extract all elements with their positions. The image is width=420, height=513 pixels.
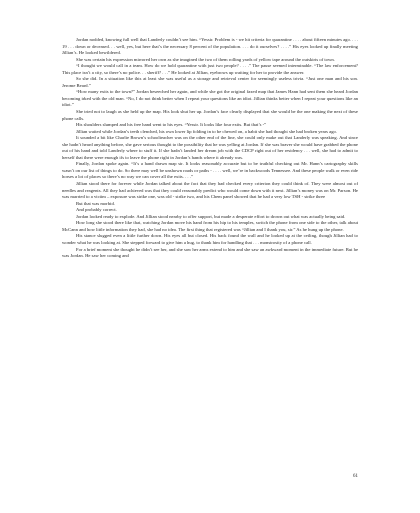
paragraph: For a brief moment she thought he didn’t see her, and she saw her arms extend to him and she saw an awkward moment in the immediate future. But he was Jordan. He saw her coming and (62, 246, 358, 259)
paragraph: His shoulders slumped and his free hand went to his eyes. “Yessir. It looks like four exits. But that’s -” (76, 122, 267, 128)
paragraph: “How many exits to the town?” Jordan beseeched her again, and while she got the original faxed map that James Hann had sent them she heard Jordan becoming irked with the old man. “No, I do not think better when I repeat your questions like an idiot. Jillian thinks better when I repeat your questions like an idiot.” (62, 89, 358, 108)
paragraph: Jillian waited while Jordan’s teeth clenched, his own lower lip folding in to be chewed on, a habit she had thought she had broken years ago. (76, 128, 338, 134)
paragraph: Jordan looked ready to explode. And Jillian stood nearby to offer support, but made a desperate effort to drown out what was actually being said. (76, 213, 346, 219)
paragraph: And probably correct. (76, 207, 117, 213)
paragraph: She was certain his expression mirrored her own as she imagined the two of them rolling yards of yellow tape around the outskirts of town. (76, 56, 335, 62)
paragraph: Jordan nodded, knowing full well that Landerly couldn’t see him. “Yessir. Problem is - we hit criteria for quarantine . . . . about fifteen minutes ago. . . . 19 . . . down or deceased. . . well, yes, but here that’s the necessary 8 percent of the population. . . . do it ourselves? . . . .” His eyes looked up finally meeting Jillian’s. He looked bewildered. (62, 37, 358, 56)
paragraph: So she did. In a situation like this at least she was useful as a storage and retrieval center for seemingly useless trivia. “Just one man and his son. Jerome Beard.” (62, 76, 358, 88)
book-page-text (62, 37, 358, 492)
paragraph: But that was morbid. (76, 200, 115, 206)
paragraph: His stance slugged even a little further down. His eyes all but closed. His back found the wall and he looked up at the ceiling, though Jillian had to wonder what he was looking at. She stepped forward to give him a hug, to thank him for handling that . . . monstrosity of a phone call. (62, 233, 358, 245)
paragraph: How long she stood there like that, watching Jordan move his hand from his hip to his temples, switch the phone from one side to the other, talk about McCann and how little information they had, she had no idea. The first thing that registered was “Jillian and I thank you, sir.” As he hung up the phone. (62, 220, 358, 232)
page-number: 61 (353, 474, 358, 479)
paragraph: Finally, Jordan spoke again. “It’s a hand drawn map sir. It looks reasonably accurate but to be truthful checking out Mr. Hann’s cartography skills wasn’t on our list of things to do. So there may well be unshown roads or paths - . . . . well, we’re in backwoods Tennessee. And these people walk or even ride horses a lot of places so there’s no way we can cover all the exits. . . .” (62, 161, 358, 180)
paragraph: “I thought we would call in a team. How do we hold quarantine with just two people? . . . .” The pause seemed interminable. “The law enforcement? This place isn’t a city, so there’s no police. . . sheriff? . . .” He looked at Jillian, eyebrows up waiting for her to provide the answer. (62, 63, 358, 75)
paragraph: She tried not to laugh as she held up the map. His look shut her up. Jordan’s face clearly displayed that she would be the one making the next of these phone calls. (62, 109, 358, 121)
paragraph: It sounded a bit like Charlie Brown’s schoolteacher was on the other end of the line, she could only make out that Landerly was speaking. And since she hadn’t heard anything before, she gave serious thought to the possibility that he was yelling at Jordan. If she was braver she would have grabbed the phone out of his hand and told Landerly where to stuff it. If she hadn’t landed her dream job with the CDCP right out of her residency . . . well, she had to admit to herself that there were enough ifs to leave the phone right in Jordan’s hands where it already was. (62, 135, 358, 160)
paragraph: Jillian stood there for forever while Jordan talked about the fact that they had checked every criterion they could think of. They were almost out of needles and reagents. All they had achieved was that they could reasonably predict who would come down with it next. Jillian’s money was on Mr. Parson. He was married to a victim – exposure was strike one, was old - strike two, and his Chem panel showed that he had a very low TSH - strike three (62, 181, 358, 200)
